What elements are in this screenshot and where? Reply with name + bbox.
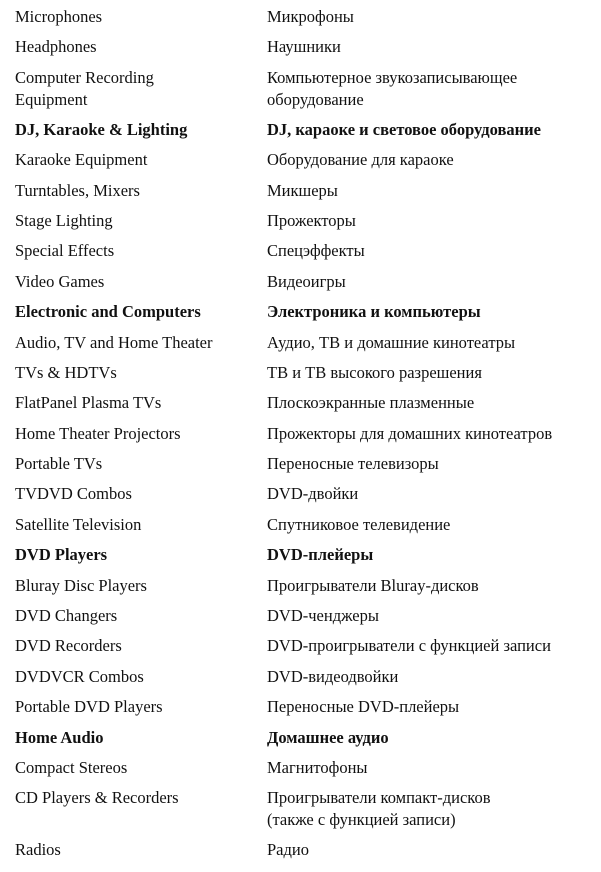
section-heading-row xyxy=(15,119,601,149)
glossary-row xyxy=(15,6,601,36)
russian-term: DVD-видеодвойки xyxy=(267,666,399,686)
glossary-row xyxy=(15,149,601,179)
glossary-row xyxy=(15,332,601,362)
russian-term: Микрофоны xyxy=(267,7,354,26)
russian-section-heading: DVD-плейеры xyxy=(267,545,374,565)
glossary-row xyxy=(15,575,601,605)
glossary-row xyxy=(15,240,601,270)
english-term: DVD Changers xyxy=(15,606,118,626)
glossary-row xyxy=(15,392,601,422)
english-term: Portable TVs xyxy=(15,454,103,474)
russian-term: Радио xyxy=(267,840,309,860)
russian-term: DVD-двойки xyxy=(267,484,359,504)
russian-section-heading: Домашнее аудио xyxy=(267,727,389,747)
russian-term: Плоскоэкранные плазменные xyxy=(267,393,475,413)
english-term: FlatPanel Plasma TVs xyxy=(15,393,162,413)
glossary-row xyxy=(15,514,601,544)
glossary-row xyxy=(15,210,601,240)
english-section-heading: DVD Players xyxy=(15,545,108,565)
section-heading-row xyxy=(15,727,601,757)
english-term: CD Players & Recorders xyxy=(15,788,179,808)
glossary-table xyxy=(15,6,601,870)
russian-term: Спецэффекты xyxy=(267,241,365,261)
english-term: Stage Lighting xyxy=(15,210,113,230)
russian-term: Спутниковое телевидение xyxy=(267,514,451,534)
english-term: Computer Recording Equipment xyxy=(15,67,154,109)
glossary-row xyxy=(15,787,601,839)
english-term: Turntables, Mixers xyxy=(15,180,140,200)
english-term: Video Games xyxy=(15,271,105,291)
english-term: DVDVCR Combos xyxy=(15,666,144,686)
english-term: Audio, TV and Home Theater xyxy=(15,332,213,352)
russian-term: Переносные DVD-плейеры xyxy=(267,697,460,717)
section-heading-row xyxy=(15,301,601,331)
glossary-row xyxy=(15,67,601,119)
glossary-row xyxy=(15,666,601,696)
glossary-row xyxy=(15,757,601,787)
english-term: Karaoke Equipment xyxy=(15,150,148,170)
russian-term: Прожекторы xyxy=(267,210,356,230)
english-term: TVDVD Combos xyxy=(15,484,132,504)
glossary-row xyxy=(15,453,601,483)
english-term: Headphones xyxy=(15,37,97,57)
glossary-row xyxy=(15,362,601,392)
russian-term: Магнитофоны xyxy=(267,757,368,777)
russian-term: Прожекторы для домашних кинотеатров xyxy=(267,423,553,443)
glossary-row xyxy=(15,696,601,726)
russian-term: Оборудование для караоке xyxy=(267,150,454,170)
russian-term: ТВ и ТВ высокого разрешения xyxy=(267,362,482,382)
english-term: Home Theater Projectors xyxy=(15,423,181,443)
english-term: Special Effects xyxy=(15,241,115,261)
english-section-heading: DJ, Karaoke & Lighting xyxy=(15,119,188,139)
russian-term: Переносные телевизоры xyxy=(267,454,439,474)
english-section-heading: Home Audio xyxy=(15,727,104,747)
glossary-row xyxy=(15,36,601,66)
glossary-row xyxy=(15,271,601,301)
glossary-row xyxy=(15,483,601,513)
section-heading-row xyxy=(15,544,601,574)
english-term: Satellite Television xyxy=(15,514,142,534)
glossary-row xyxy=(15,839,601,869)
russian-term: Наушники xyxy=(267,37,341,57)
russian-section-heading: DJ, караоке и световое оборудование xyxy=(267,119,541,139)
russian-term: Проигрыватели Bluray-дисков xyxy=(267,575,479,595)
russian-term: Микшеры xyxy=(267,180,338,200)
glossary-row xyxy=(15,180,601,210)
russian-term: Проигрыватели компакт-дисков (также с функцией записи) xyxy=(267,788,491,830)
russian-term: Аудио, ТВ и домашние кинотеатры xyxy=(267,332,516,352)
glossary-row xyxy=(15,605,601,635)
english-term: Portable DVD Players xyxy=(15,697,163,717)
glossary-row xyxy=(15,635,601,665)
english-term: Bluray Disc Players xyxy=(15,575,147,595)
glossary-row xyxy=(15,423,601,453)
russian-section-heading: Электроника и компьютеры xyxy=(267,302,481,322)
english-term: Compact Stereos xyxy=(15,757,128,777)
english-section-heading: Electronic and Computers xyxy=(15,302,201,322)
english-term: Radios xyxy=(15,840,61,860)
russian-term: Видеоигры xyxy=(267,271,346,291)
english-term: Microphones xyxy=(15,7,103,26)
russian-term: DVD-ченджеры xyxy=(267,606,379,626)
russian-term: DVD-проигрыватели с функцией записи xyxy=(267,636,551,656)
english-term: TVs & HDTVs xyxy=(15,362,117,382)
english-term: DVD Recorders xyxy=(15,636,122,656)
russian-term: Компьютерное звукозаписывающее оборудование xyxy=(267,67,518,109)
